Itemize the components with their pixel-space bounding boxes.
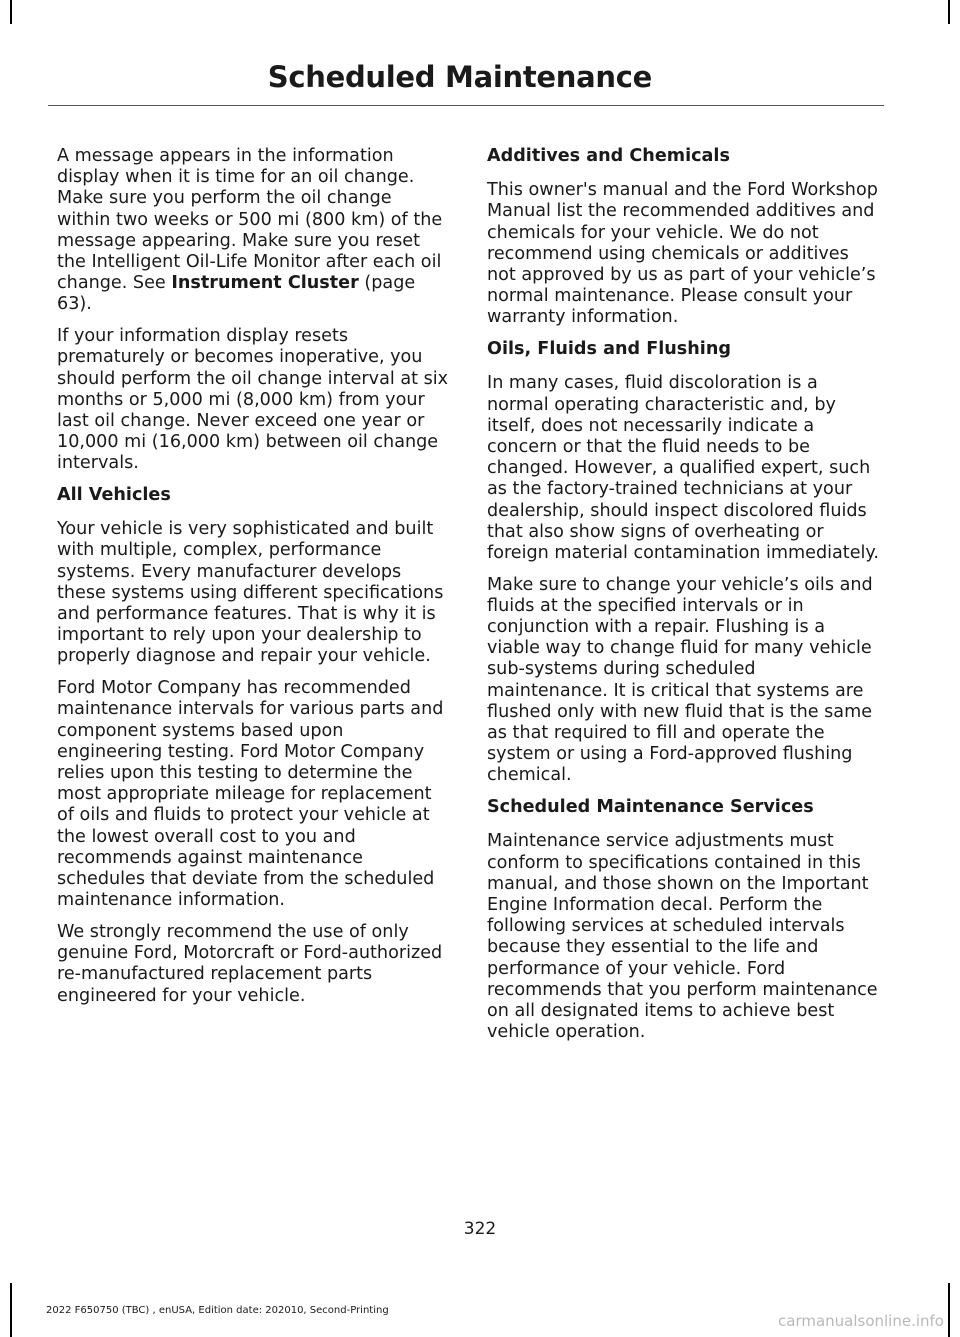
crop-mark-bottom-left [10,1283,12,1337]
heading-scheduled-services: Scheduled Maintenance Services [487,797,814,818]
paragraph-discoloration: In many cases, fluid discoloration is a normal operating characteristic and, by itself, does not necessarily indicate a concern or that the fluid needs to be changed. However, a qualified expert, such as the factory-trained technicians at your dealership, should inspect discolored fluids that also show signs of overheating or foreign material contamination immediately. [487,373,879,563]
right-column [487,146,881,1054]
paragraph-text: A message appears in the information display when it is time for an oil change. Make sure you perform the oil change within two weeks or 500 mi (800 km) of the message appearing. Make sure you reset the Intelligent Oil-Life Monitor after each oil change. See [57,146,443,294]
paragraph-display-reset: If your information display resets prematurely or becomes inoperative, you should perform the oil change interval at six months or 5,000 mi (8,000 km) from your last oil change. Never exceed one year or 10,000 mi (16,000 km) between oil change intervals. [57,326,449,474]
heading-oils-fluids-flushing: Oils, Fluids and Flushing [487,339,731,360]
paragraph-intervals: Ford Motor Company has recommended maintenance intervals for various parts and component systems based upon engineering testing. Ford Motor Company relies upon this testing to determine the most appropriate mileage for replacement of oils and fluids to protect your vehicle at the lowest overall cost to you and recommends against maintenance schedules that deviate from the scheduled maintenance information. [57,678,444,911]
page-number: 322 [463,1219,497,1239]
paragraph-flushing: Make sure to change your vehicle’s oils and fluids at the specified intervals or in conjunction with a repair. Flushing is a viable way to change fluid for many vehicle sub-systems during scheduled maintenance. It is critical that systems are flushed only with new fluid that is the same as that required to fill and operate the system or using a Ford-approved flushing chemical. [487,574,873,786]
heading-all-vehicles: All Vehicles [57,485,171,506]
crop-mark-top-right [948,0,950,24]
watermark: carmanualsonline.info [778,1312,944,1330]
header-divider [48,105,884,106]
crop-mark-top-left [10,0,12,24]
paragraph-oil-change-message [57,146,449,316]
crop-mark-bottom-right [948,1283,950,1337]
cross-reference-link[interactable]: Instrument Cluster [171,273,359,294]
paragraph-genuine-parts: We strongly recommend the use of only genuine Ford, Motorcraft or Ford-authorized re-manufactured replacement parts engineered for your vehicle. [57,921,443,1006]
page-reference: (page 63). [57,273,416,315]
paragraph-additives: This owner's manual and the Ford Workshop Manual list the recommended additives and chemicals for your vehicle. We do not recommend using chemicals or additives not approved by us as part of your vehicle’s normal maintenance. Please consult your warranty information. [487,180,878,328]
paragraph-services: Maintenance service adjustments must conform to specifications contained in this manual, and those shown on the Important Engine Information decal. Perform the following services at scheduled intervals because they essential to the life and performance of your vehicle. Ford recommends that you perform maintenance on all designated items to achieve best vehicle operation. [487,831,878,1043]
page-title: Scheduled Maintenance [267,60,652,94]
edition-footer: 2022 F650750 (TBC) , enUSA, Edition date: 202010, Second-Printing [46,1305,389,1316]
heading-additives-chemicals: Additives and Chemicals [487,146,730,166]
left-column [57,146,449,1017]
paragraph-sophisticated: Your vehicle is very sophisticated and built with multiple, complex, performance systems. Every manufacturer develops these systems using different specifications and performance features. That is why it is important to rely upon your dealership to properly diagnose and repair your vehicle. [57,519,444,667]
